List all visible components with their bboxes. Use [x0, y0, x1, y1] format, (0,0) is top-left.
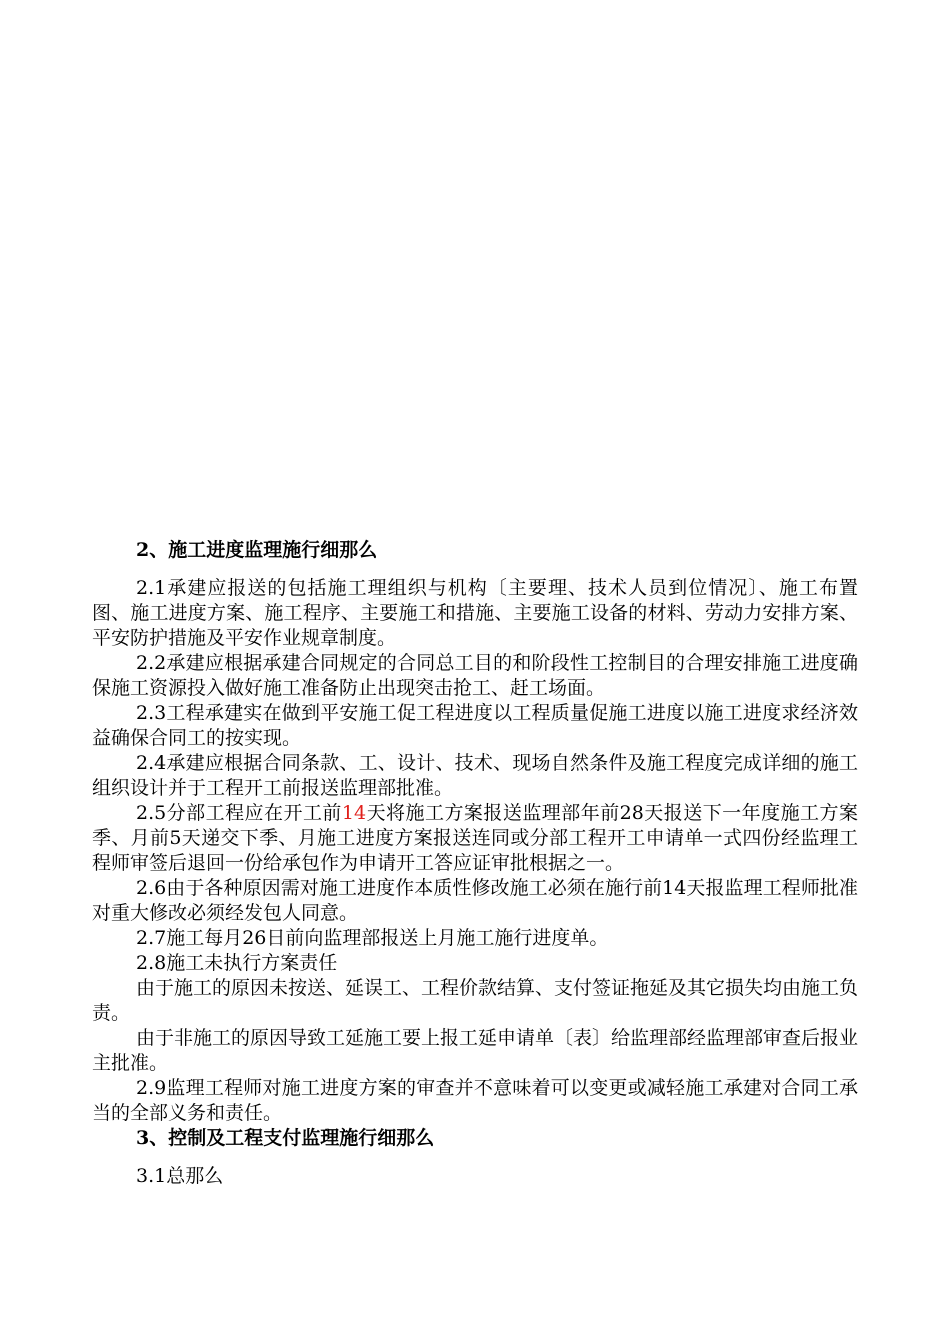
paragraph-2-7: 2.7施工每月26日前向监理部报送上月施工施行进度单。 — [136, 927, 609, 949]
paragraph-2-1: 2.1承建应报送的包括施工理组织与机构〔主要理、技术人员到位情况〕、施工布置图、施工进度方案、施工程序、主要施工和措施、主要施工设备的材料、劳动力安排方案、平安防护措施及平安作业规章制度。 — [92, 577, 858, 649]
paragraph-2-3: 2.3工程承建实在做到平安施工促工程进度以工程质量促施工进度以施工进度求经济效益确保合同工的按实现。 — [92, 702, 858, 749]
paragraph-2-5-text-before: 2.5分部工程应在开工前 — [136, 802, 342, 824]
paragraph-2-4: 2.4承建应根据合同条款、工、设计、技术、现场自然条件及施工程度完成详细的施工组织设计并于工程开工前报送监理部批准。 — [92, 752, 858, 799]
paragraph-2-5 — [92, 801, 858, 876]
paragraph-2-8: 2.8施工未执行方案责任 — [136, 952, 338, 974]
paragraph-2-2: 2.2承建应根据承建合同规定的合同总工目的和阶段性工控制目的合理安排施工进度确保施工资源投入做好施工准备防止出现突击抢工、赶工场面。 — [92, 652, 858, 699]
paragraph-2-8-b: 由于非施工的原因导致工延施工要上报工延申请单〔表〕给监理部经监理部审查后报业主批准。 — [92, 1027, 859, 1074]
highlighted-days: 14 — [341, 802, 367, 824]
paragraph-2-9: 2.9监理工程师对施工进度方案的审查并不意味着可以变更或减轻施工承建对合同工承当的全部义务和责任。 — [92, 1077, 858, 1124]
paragraph-2-6: 2.6由于各种原因需对施工进度作本质性修改施工必须在施行前14天报监理工程师批准对重大修改必须经发包人同意。 — [92, 877, 858, 924]
section-2-heading: 2、施工进度监理施行细那么 — [136, 539, 378, 561]
paragraph-2-8-a: 由于施工的原因未按送、延误工、工程价款结算、支付签证拖延及其它损失均由施工负责。 — [92, 977, 859, 1024]
paragraph-3-1: 3.1总那么 — [136, 1165, 224, 1187]
document-body — [92, 538, 858, 1189]
section-3-heading: 3、控制及工程支付监理施行细那么 — [136, 1127, 435, 1149]
paragraph-2-5-text-after: 天将施工方案报送监理部年前28天报送下一年度施工方案季、月前5天递交下季、月施工进度方案报送连同或分部工程开工申请单一式四份经监理工程师审签后退回一份给承包作为申请开工答应证审批根据之一。 — [92, 802, 858, 874]
